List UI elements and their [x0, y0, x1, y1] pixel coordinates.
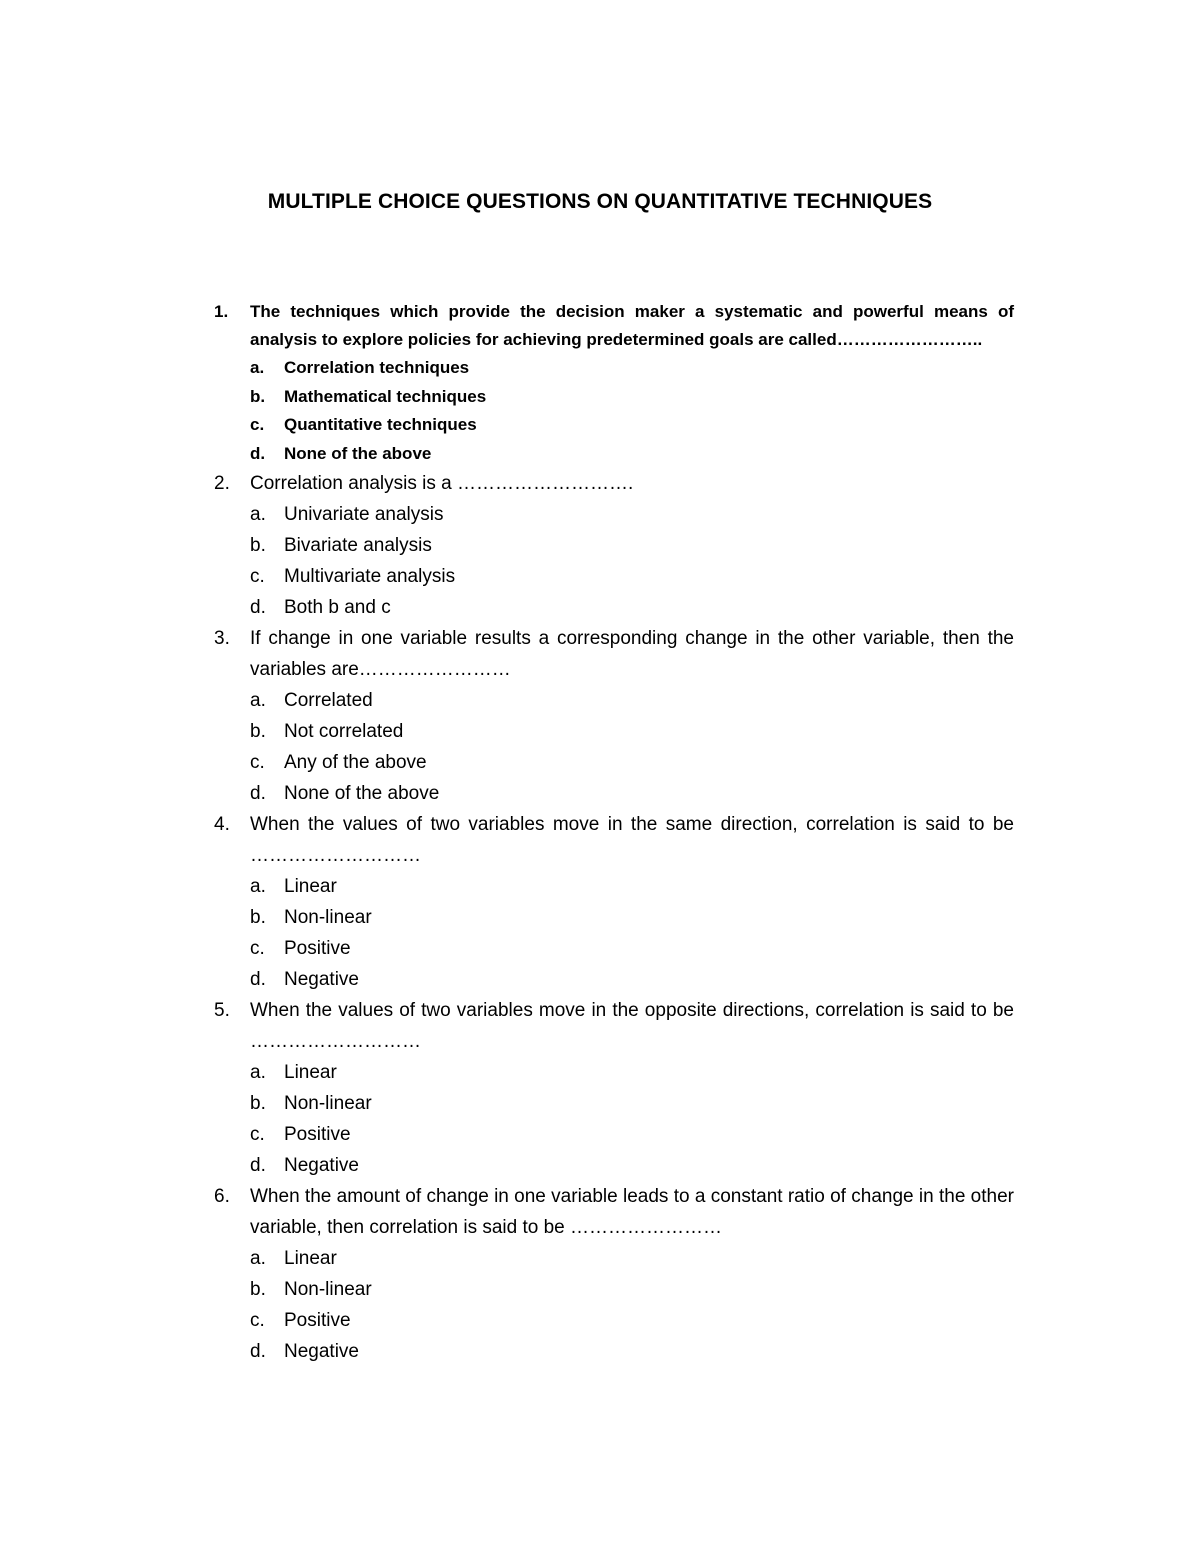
option-text: Correlation techniques [284, 358, 470, 377]
option-text: Positive [284, 1124, 351, 1146]
option-b [250, 716, 1014, 747]
option-c [250, 1119, 1014, 1150]
option-letter: b. [250, 535, 266, 557]
question-text: The techniques which provide the decision maker a systematic and powerful means of analysis to explore policies for achieving predetermined goals are called…………………….. [250, 302, 1014, 349]
question-text: Correlation analysis is a ………………………. [250, 473, 634, 495]
option-list [214, 1243, 1014, 1367]
question-number: 4. [214, 814, 230, 836]
option-text: Quantitative techniques [284, 415, 477, 435]
option-d [250, 1336, 1014, 1367]
option-text: Not correlated [284, 721, 404, 743]
option-letter: a. [250, 1062, 266, 1084]
option-text: Negative [284, 1155, 359, 1177]
option-letter: c. [250, 938, 265, 960]
option-list [214, 685, 1014, 809]
option-text: Linear [284, 1062, 337, 1084]
option-letter: c. [250, 415, 265, 435]
option-text: Both b and c [284, 597, 391, 619]
question-1 [214, 298, 1014, 468]
question-2 [214, 468, 1014, 623]
question-text: When the values of two variables move in the same direction, correlation is said to be ……………………… [250, 814, 1014, 867]
option-list [214, 871, 1014, 995]
option-text: Negative [284, 1341, 359, 1363]
question-number: 2. [214, 473, 230, 495]
option-a [250, 1243, 1014, 1274]
option-a [250, 685, 1014, 716]
option-letter: b. [250, 721, 266, 743]
option-d [250, 592, 1014, 623]
question-text: When the values of two variables move in the opposite directions, correlation is said to be ……………………… [250, 1000, 1014, 1053]
option-letter: c. [250, 1124, 265, 1146]
option-c [250, 933, 1014, 964]
option-d [250, 964, 1014, 995]
option-letter: d. [250, 783, 266, 805]
option-letter: c. [250, 1310, 265, 1332]
option-text: Negative [284, 969, 359, 991]
question-number: 6. [214, 1186, 230, 1208]
option-letter: d. [250, 969, 266, 991]
question-4 [214, 809, 1014, 995]
question-5 [214, 995, 1014, 1181]
option-c [250, 747, 1014, 778]
option-text: Positive [284, 938, 351, 960]
question-number: 5. [214, 1000, 230, 1022]
option-letter: b. [250, 907, 266, 929]
option-a [250, 499, 1014, 530]
option-letter: c. [250, 752, 265, 774]
option-list [214, 1057, 1014, 1181]
option-letter: c. [250, 566, 265, 588]
option-letter: d. [250, 597, 266, 619]
option-a [250, 354, 1014, 383]
option-text: Mathematical techniques [284, 386, 487, 406]
option-text: Non-linear [284, 907, 372, 929]
option-letter: b. [250, 386, 266, 406]
option-letter: a. [250, 358, 265, 377]
option-c [250, 561, 1014, 592]
option-c [250, 1305, 1014, 1336]
option-d [250, 1150, 1014, 1181]
question-text: When the amount of change in one variable leads to a constant ratio of change in the other variable, then correlation is said to be …………………… [250, 1186, 1014, 1239]
option-text: None of the above [284, 443, 432, 463]
option-text: Any of the above [284, 752, 427, 774]
option-list [214, 499, 1014, 623]
option-b [250, 902, 1014, 933]
option-text: Univariate analysis [284, 504, 444, 526]
option-letter: d. [250, 443, 266, 463]
option-c [250, 411, 1014, 440]
option-a [250, 871, 1014, 902]
option-text: Correlated [284, 690, 373, 712]
option-text: Non-linear [284, 1279, 372, 1301]
option-letter: a. [250, 504, 266, 526]
option-letter: b. [250, 1279, 266, 1301]
option-text: Bivariate analysis [284, 535, 432, 557]
option-text: Linear [284, 876, 337, 898]
option-b [250, 1274, 1014, 1305]
question-6 [214, 1181, 1014, 1367]
option-b [250, 1088, 1014, 1119]
option-text: Multivariate analysis [284, 566, 456, 588]
option-d [250, 440, 1014, 469]
question-text: If change in one variable results a corresponding change in the other variable, then the variables are…………………… [250, 628, 1014, 681]
question-3 [214, 623, 1014, 809]
option-a [250, 1057, 1014, 1088]
question-number: 3. [214, 628, 230, 650]
option-d [250, 778, 1014, 809]
option-letter: d. [250, 1155, 266, 1177]
option-letter: a. [250, 690, 266, 712]
document-title: MULTIPLE CHOICE QUESTIONS ON QUANTITATIVE TECHNIQUES [267, 190, 933, 213]
question-number: 1. [214, 302, 229, 321]
option-letter: b. [250, 1093, 266, 1115]
option-b [250, 530, 1014, 561]
option-text: Non-linear [284, 1093, 372, 1115]
option-text: Positive [284, 1310, 351, 1332]
question-list [214, 298, 1014, 1367]
option-b [250, 383, 1014, 412]
option-letter: a. [250, 1248, 266, 1270]
option-text: None of the above [284, 783, 440, 805]
option-letter: a. [250, 876, 266, 898]
option-text: Linear [284, 1248, 337, 1270]
option-letter: d. [250, 1341, 266, 1363]
option-list [214, 354, 1014, 468]
